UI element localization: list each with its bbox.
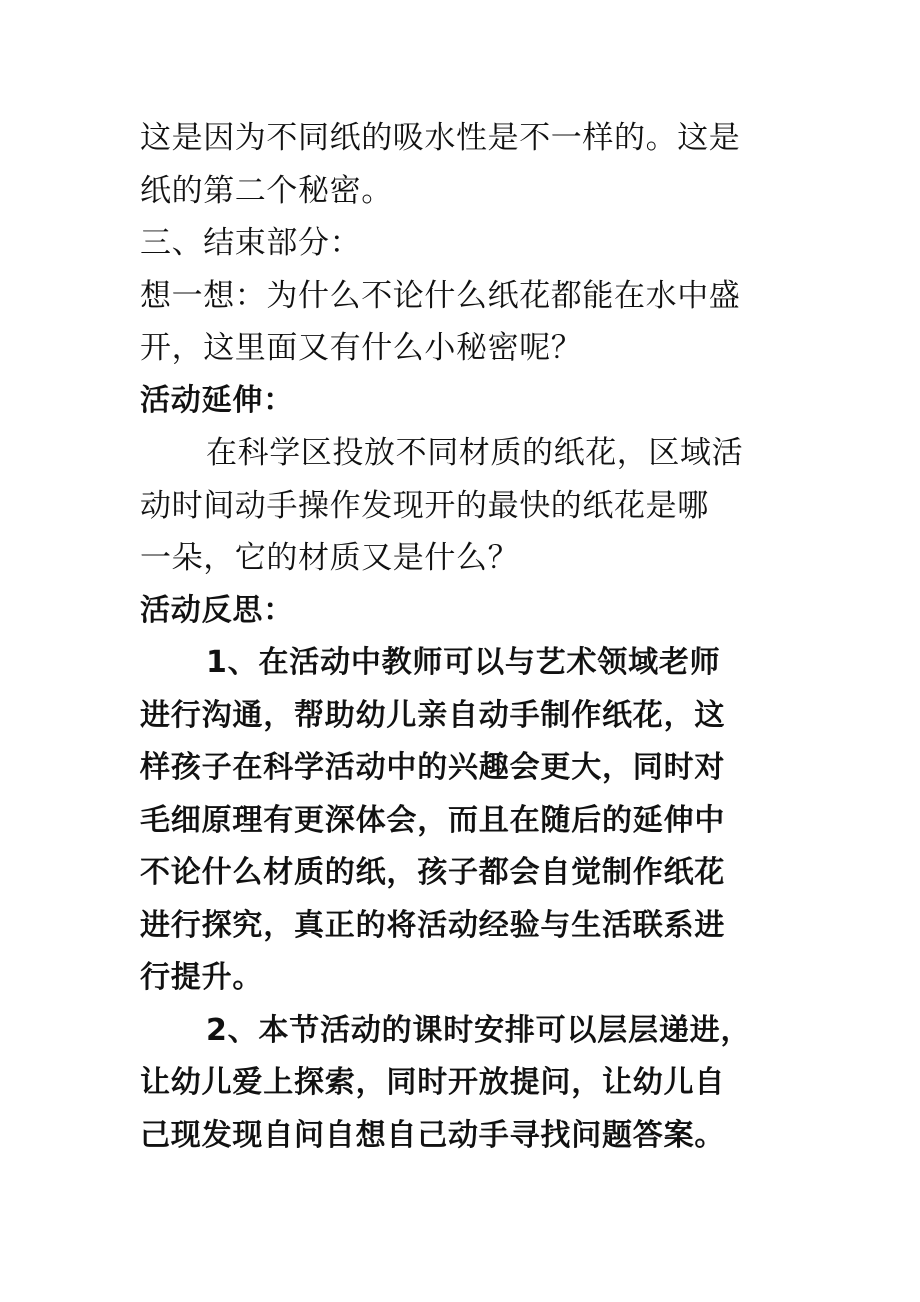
text-line: 想一想：为什么不论什么纸花都能在水中盛 [140,277,741,314]
section-heading-reflection: 活动反思： [140,592,294,628]
text-line: 让幼儿爱上探索，同时开放提问，让幼儿自 [140,1065,726,1100]
text-line: 进行探究，真正的将活动经验与生活联系进 [140,907,726,943]
text-line: 开，这里面又有什么小秘密呢？ [140,330,583,366]
text-line: 不论什么材质的纸，孩子都会自觉制作纸花 [140,855,726,890]
text-line: 这是因为不同纸的吸水性是不一样的。这是 [140,120,741,156]
text-line: 动时间动手操作发现开的最快的纸花是哪 [140,487,709,524]
text-line: 2、本节活动的课时安排可以层层递进， [206,1012,752,1048]
text-line: 行提升。 [140,960,264,995]
text-line: 己现发现自问自想自己动手寻找问题答案。 [140,1117,726,1153]
section-heading-extension: 活动延伸： [140,382,294,418]
document-page [140,112,785,1162]
text-line: 一朵，它的材质又是什么？ [140,540,520,576]
text-line: 在科学区投放不同材质的纸花，区域活 [206,435,744,471]
text-line: 毛细原理有更深体会，而且在随后的延伸中 [140,802,726,838]
text-line: 进行沟通，帮助幼儿亲自动手制作纸花，这 [140,697,726,733]
text-line: 纸的第二个秘密。 [140,172,393,209]
text-line: 样孩子在科学活动中的兴趣会更大，同时对 [140,750,726,785]
section-heading-ending: 三、结束部分： [140,225,362,261]
text-line: 1、在活动中教师可以与艺术领域老师 [206,645,721,680]
